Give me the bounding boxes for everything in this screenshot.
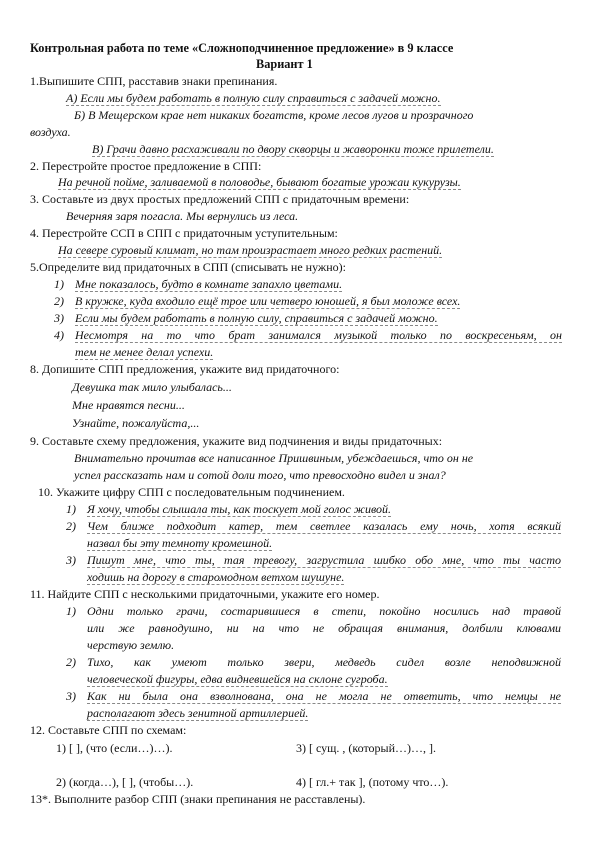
task-11-item-1-continuation-2: черствую землю. bbox=[87, 638, 175, 652]
task-5-item-2: В кружке, куда входило ещё трое или четверо юношей, я был моложе всех. bbox=[75, 294, 461, 308]
task-11-item-2-number: 2) bbox=[66, 655, 76, 669]
task-12-scheme-4: 4) [ гл.+ так ], (потому что…). bbox=[296, 775, 449, 789]
task-8-line-3: Узнайте, пожалуйста,... bbox=[72, 416, 200, 430]
task-8-line-1: Девушка так мило улыбалась... bbox=[72, 380, 232, 394]
task-12-heading: 12. Составьте СПП по схемам: bbox=[30, 723, 187, 737]
task-12-scheme-1: 1) [ ], (что (если…)…). bbox=[56, 741, 173, 755]
task-5-item-3: Если мы будем работать в полную силу, справиться с задачей можно. bbox=[75, 311, 438, 325]
task-11-item-1: Одни только грачи, состарившиеся в степи, покойно носились над травой bbox=[87, 604, 561, 618]
task-10-item-2-number: 2) bbox=[66, 519, 76, 533]
task-3-sentence: Вечерняя заря погасла. Мы вернулись из леса. bbox=[66, 209, 299, 223]
task-5-item-4-number: 4) bbox=[54, 328, 64, 342]
task-1-sentence-a: А) Если мы будем работать в полную силу справиться с задачей можно. bbox=[66, 91, 441, 105]
task-12-scheme-3: 3) [ сущ. , (который…)…, ]. bbox=[296, 741, 437, 755]
task-5-heading: 5.Определите вид придаточных в СПП (списывать не нужно): bbox=[30, 260, 346, 274]
task-4-sentence: На севере суровый климат, но там произрастает много редких растений. bbox=[58, 243, 443, 257]
task-10-heading: 10. Укажите цифру СПП с последовательным подчинением. bbox=[38, 485, 345, 499]
task-3-heading: 3. Составьте из двух простых предложений СПП с придаточным времени: bbox=[30, 192, 410, 206]
task-10-item-2-continuation: назвал бы эту темноту кромешной. bbox=[87, 536, 273, 550]
task-1-sentence-c: В) Грачи давно расхаживали по двору скворцы и жаворонки тоже прилетели. bbox=[92, 142, 494, 156]
task-13-heading: 13*. Выполните разбор СПП (знаки препинания не расставлены). bbox=[30, 792, 366, 806]
task-10-item-2: Чем ближе подходит катер, тем светлее казалась ему ночь, хотя всякий bbox=[87, 519, 561, 533]
task-11-item-3-continuation: располагают здесь зенитной артиллерией. bbox=[87, 706, 309, 720]
task-12-scheme-2: 2) (когда…), [ ], (чтобы…). bbox=[56, 775, 194, 789]
task-1-sentence-b-line2: воздуха. bbox=[30, 125, 71, 139]
task-4-heading: 4. Перестройте ССП в СПП с придаточным уступительным: bbox=[30, 226, 338, 240]
task-11-item-2: Тихо, как умеют только звери, медведь сидел возле неподвижной bbox=[87, 655, 561, 669]
task-11-heading: 11. Найдите СПП с несколькими придаточными, укажите его номер. bbox=[30, 587, 380, 601]
task-5-item-3-number: 3) bbox=[54, 311, 64, 325]
task-2-heading: 2. Перестройте простое предложение в СПП: bbox=[30, 159, 262, 173]
task-9-heading: 9. Составьте схему предложения, укажите вид подчинения и виды придаточных: bbox=[30, 434, 443, 448]
task-2-sentence: На речной пойме, заливаемой в половодье, бывают богатые урожаи кукурузы. bbox=[58, 175, 461, 189]
task-5-item-1: Мне показалось, будто в комнате запахло цветами. bbox=[75, 277, 343, 291]
task-11-item-2-continuation: человеческой фигуры, едва видневшейся на склоне сугроба. bbox=[87, 672, 388, 686]
task-5-item-4-continuation: тем не менее делал успехи. bbox=[75, 345, 214, 359]
task-9-line-2: успел рассказать нам и сотой доли того, что превосходно видел и знал? bbox=[74, 468, 446, 482]
task-1-sentence-b-line1: Б) В Мещерском крае нет никаких богатств, кроме лесов лугов и прозрачного bbox=[74, 108, 474, 122]
task-11-item-3: Как ни была она взволнована, она не могла не ответить, что немцы не bbox=[87, 689, 561, 703]
task-10-item-3-continuation: ходишь на дорогу в старомодном ветхом шушуне. bbox=[87, 570, 345, 584]
task-5-item-1-number: 1) bbox=[54, 277, 64, 291]
task-9-line-1: Внимательно прочитав все написанное Пришвиным, убеждаешься, что он не bbox=[74, 451, 474, 465]
task-5-item-4: Несмотря на то что брат занимался музыкой только по воскресеньям, он bbox=[75, 328, 562, 342]
task-5-item-2-number: 2) bbox=[54, 294, 64, 308]
task-11-item-3-number: 3) bbox=[66, 689, 76, 703]
task-10-item-1-number: 1) bbox=[66, 502, 76, 516]
task-10-item-1: Я хочу, чтобы слышала ты, как тоскует мой голос живой. bbox=[87, 502, 392, 516]
task-10-item-3: Пишут мне, что ты, тая тревогу, загрустила шибко обо мне, что ты часто bbox=[87, 553, 561, 567]
worksheet-title: Контрольная работа по теме «Сложноподчиненное предложение» в 9 классе bbox=[30, 41, 454, 55]
task-8-heading: 8. Допишите СПП предложения, укажите вид придаточного: bbox=[30, 362, 340, 376]
task-10-item-3-number: 3) bbox=[66, 553, 76, 567]
variant-label: Вариант 1 bbox=[256, 57, 313, 71]
task-8-line-2: Мне нравятся песни... bbox=[72, 398, 185, 412]
task-11-item-1-continuation: или же равнодушно, ни на что не обращая внимания, долбили клювами bbox=[87, 621, 561, 635]
task-1-heading: 1.Выпишите СПП, расставив знаки препинания. bbox=[30, 74, 278, 88]
task-11-item-1-number: 1) bbox=[66, 604, 76, 618]
